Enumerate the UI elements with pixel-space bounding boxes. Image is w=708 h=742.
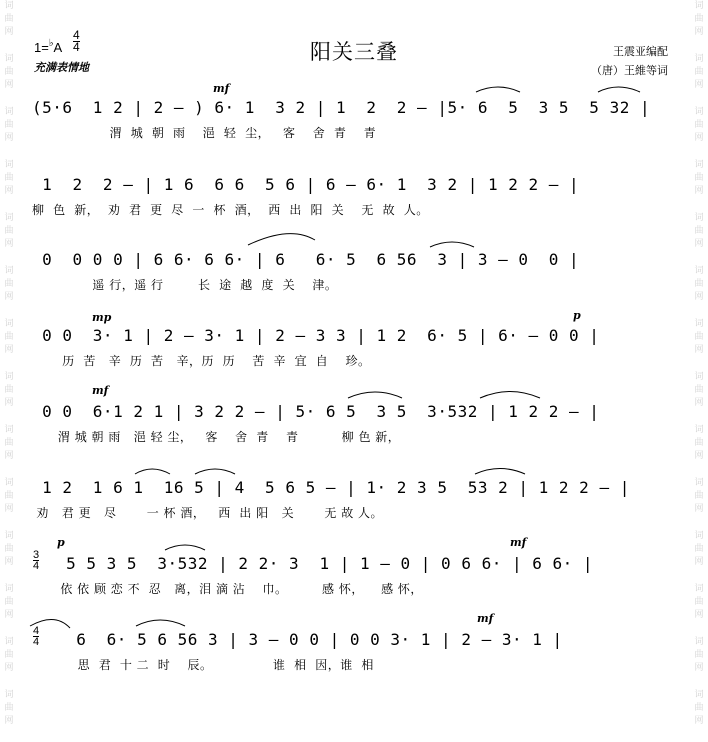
dynamic-mf: mf [92,384,109,397]
dynamic-p: p [573,309,581,322]
watermark-text: 词 曲 网 [4,160,14,196]
lyrics-line: 渭 城 朝 雨 浥 轻 尘， 客 舍 青 青 [32,126,377,140]
lyrics-line: 渭 城 朝 雨 浥 轻 尘， 客 舍 青 青 柳 色 新， [32,430,401,444]
dynamic-mf: mf [510,536,527,549]
watermark-text: 词 曲 网 [694,1,704,37]
notation-line: (5·6 1 2 | 2 – ) 6· 1 3 2 | 1 2 2 – |5· 6 5 3 5 5 32 | [32,98,651,117]
lyrics-line: 依 依 顾 恋 不 忍 离，泪 滴 沾 巾。 感 怀， 感 怀， [56,582,423,596]
meter-top: 4 [73,28,80,42]
meter-bottom: 4 [73,40,80,54]
notation-line: 5 5 3 5 3·532 | 2 2· 3 1 | 1 – 0 | 0 6 6· | 6 6· | [56,554,594,573]
notation-line: 0 0 0 0 | 6 6· 6 6· | 6 6· 5 6 56 3 | 3 – 0 0 | [32,250,580,269]
watermark-text: 词 曲 网 [694,690,704,726]
lyrics-line: 柳 色 新， 劝 君 更 尽 一 杯 酒， 西 出 阳 关 无 故 人。 [32,203,429,217]
watermark-text: 词 曲 网 [4,54,14,90]
watermark-text: 词 曲 网 [4,213,14,249]
lyricist-credit: （唐）王維等词 [591,65,668,77]
meter-top: 4 [33,625,40,637]
expression-marking: 充满表情地 [34,62,89,74]
flat-sign: ♭ [48,38,54,49]
lyrics-line: 思 君 十 二 时 辰。 谁 相 因，谁 相 [56,658,374,672]
watermark-text: 词 曲 网 [4,584,14,620]
watermark-text: 词 曲 网 [694,160,704,196]
notation-line: 0 0 6·1 2 1 | 3 2 2 – | 5· 6 5 3 5 3·532 | 1 2 2 – | [32,402,600,421]
watermark-text: 词 曲 网 [694,531,704,567]
watermark-text: 词 曲 网 [4,478,14,514]
meter-bottom: 4 [33,636,40,648]
watermark-text: 词 曲 网 [694,372,704,408]
watermark-text: 词 曲 网 [694,54,704,90]
watermark-text: 词 曲 网 [4,425,14,461]
watermark-text: 词 曲 网 [694,584,704,620]
lyrics-line: 遥 行，遥 行 长 途 越 度 关 津。 [32,278,338,292]
key-letter: A [53,40,63,55]
key-label: 1= [34,40,49,55]
watermark-text: 词 曲 网 [4,1,14,37]
lyrics-line: 劝 君 更 尽 一 杯 酒， 西 出 阳 关 无 故 人。 [32,506,384,520]
watermark-text: 词 曲 网 [4,266,14,302]
page-title: 阳关三叠 [310,40,398,64]
dynamic-mp: mp [92,311,112,324]
meter-top: 3 [33,549,40,561]
watermark-text: 词 曲 网 [4,637,14,673]
arranger-credit: 王震亚编配 [613,46,668,58]
lyrics-line: 历 苦 辛 历 苦 辛，历 历 苦 辛 宜 自 珍。 [32,354,371,368]
watermark-text: 词 曲 网 [4,531,14,567]
dynamic-p: p [57,536,65,549]
dynamic-mf: mf [213,82,230,95]
notation-line: 0 0 3· 1 | 2 – 3· 1 | 2 – 3 3 | 1 2 6· 5 | 6· – 0 0 | [32,326,600,345]
notation-line: 1 2 2 – | 1 6 6 6 5 6 | 6 – 6· 1 3 2 | 1 2 2 – | [32,175,580,194]
watermark-text: 词 曲 网 [694,107,704,143]
watermark-text: 词 曲 网 [694,478,704,514]
watermark-text: 词 曲 网 [694,266,704,302]
dynamic-mf: mf [477,612,494,625]
watermark-text: 词 曲 网 [694,319,704,355]
watermark-text: 词 曲 网 [694,213,704,249]
watermark-text: 词 曲 网 [694,637,704,673]
watermark-text: 词 曲 网 [694,425,704,461]
watermark-text: 词 曲 网 [4,107,14,143]
notation-line: 1 2 1 6 1 16 5 | 4 5 6 5 – | 1· 2 3 5 53 2 | 1 2 2 – | [32,478,630,497]
watermark-text: 词 曲 网 [4,690,14,726]
meter-bottom: 4 [33,560,40,572]
watermark-text: 词 曲 网 [4,319,14,355]
notation-line: 6 6· 5 6 56 3 | 3 – 0 0 | 0 0 3· 1 | 2 – 3· 1 | [56,630,563,649]
watermark-text: 词 曲 网 [4,372,14,408]
